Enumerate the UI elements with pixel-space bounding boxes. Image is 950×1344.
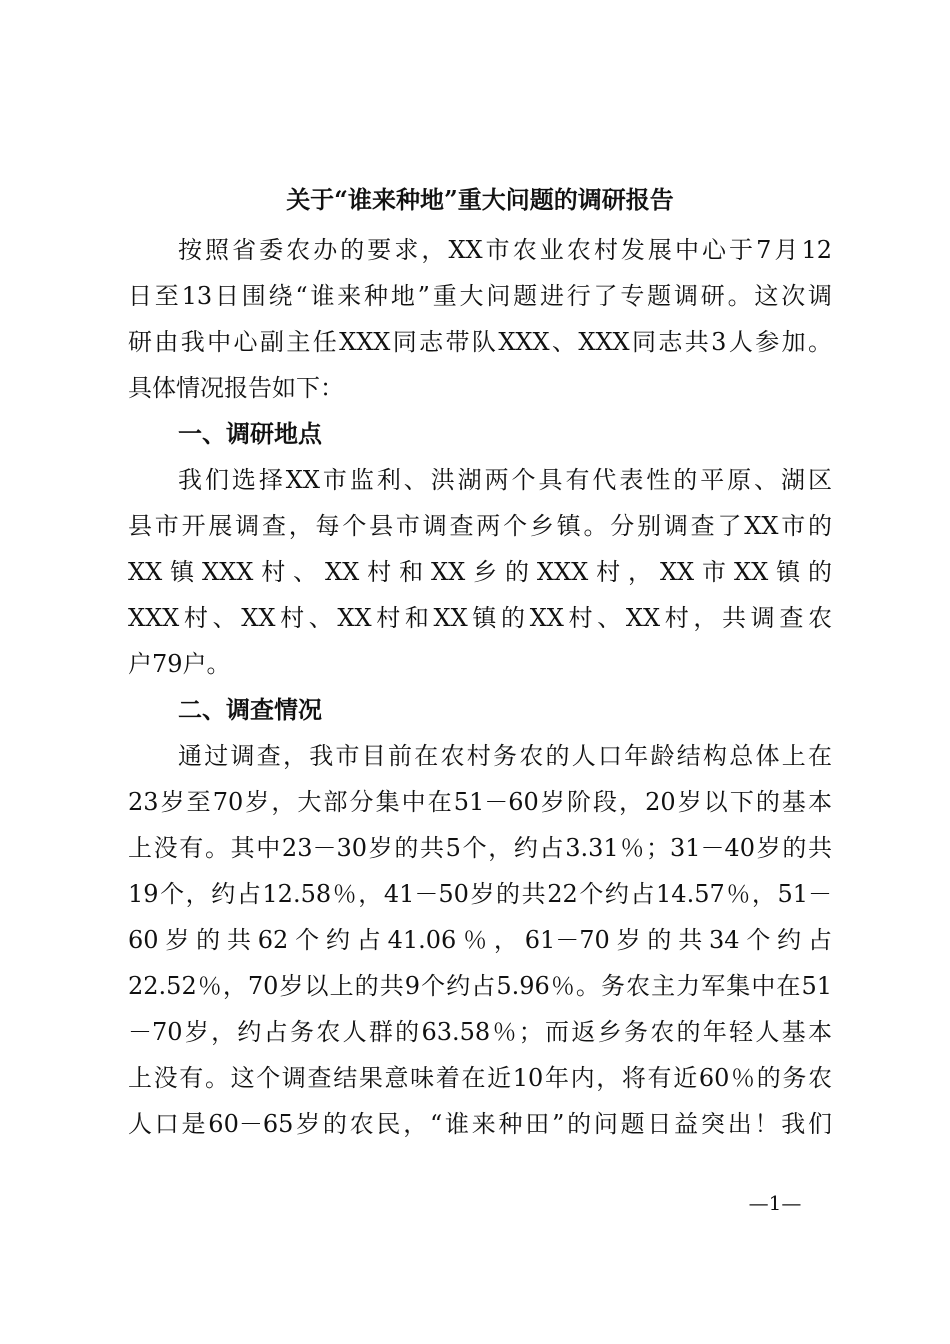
paragraph-line: 上没有。其中23－30岁的共5个，约占3.31％；31－40岁的共 (128, 834, 832, 862)
paragraph-line: 具体情况报告如下： (128, 374, 344, 402)
paragraph-line: －70岁，约占务农人群的63.58％；而返乡务农的年轻人基本 (128, 1018, 832, 1046)
document-title: 关于“谁来种地”重大问题的调研报告 (286, 185, 674, 214)
paragraph-line: 人口是60－65岁的农民，“谁来种田”的问题日益突出！我们 (128, 1110, 832, 1138)
paragraph-line: 县市开展调查，每个县市调查两个乡镇。分别调查了XX市的 (128, 512, 832, 540)
paragraph-line: XXX村、XX村、XX村和XX镇的XX村、XX村，共调查农 (128, 604, 832, 632)
section-heading: 一、调研地点 (178, 419, 322, 448)
paragraph-line: 户79户。 (128, 650, 231, 678)
paragraph-line: 通过调查，我市目前在农村务农的人口年龄结构总体上在 (178, 742, 832, 770)
paragraph-line: 19个，约占12.58％，41－50岁的共22个约占14.57％，51－ (128, 880, 832, 908)
section-heading: 二、调查情况 (178, 695, 322, 724)
paragraph-line: 23岁至70岁，大部分集中在51－60岁阶段，20岁以下的基本 (128, 788, 832, 816)
paragraph-line: 按照省委农办的要求，XX市农业农村发展中心于7月12 (178, 236, 832, 264)
paragraph-line: 日至13日围绕“谁来种地”重大问题进行了专题调研。这次调 (128, 282, 832, 310)
paragraph-line: 60岁的共62个约占41.06％，61－70岁的共34个约占 (128, 926, 832, 954)
paragraph-line: 我们选择XX市监利、洪湖两个具有代表性的平原、湖区 (178, 466, 832, 494)
paragraph-line: 上没有。这个调查结果意味着在近10年内，将有近60％的务农 (128, 1064, 832, 1092)
paragraph-line: 研由我中心副主任XXX同志带队XXX、XXX同志共3人参加。 (128, 328, 832, 356)
paragraph-line: XX镇XXX村、XX村和XX乡的XXX村，XX市XX镇的 (128, 558, 832, 586)
paragraph-line: 22.52％，70岁以上的共9个约占5.96％。务农主力军集中在51 (128, 972, 832, 1000)
page-number: —1— (748, 1191, 802, 1215)
